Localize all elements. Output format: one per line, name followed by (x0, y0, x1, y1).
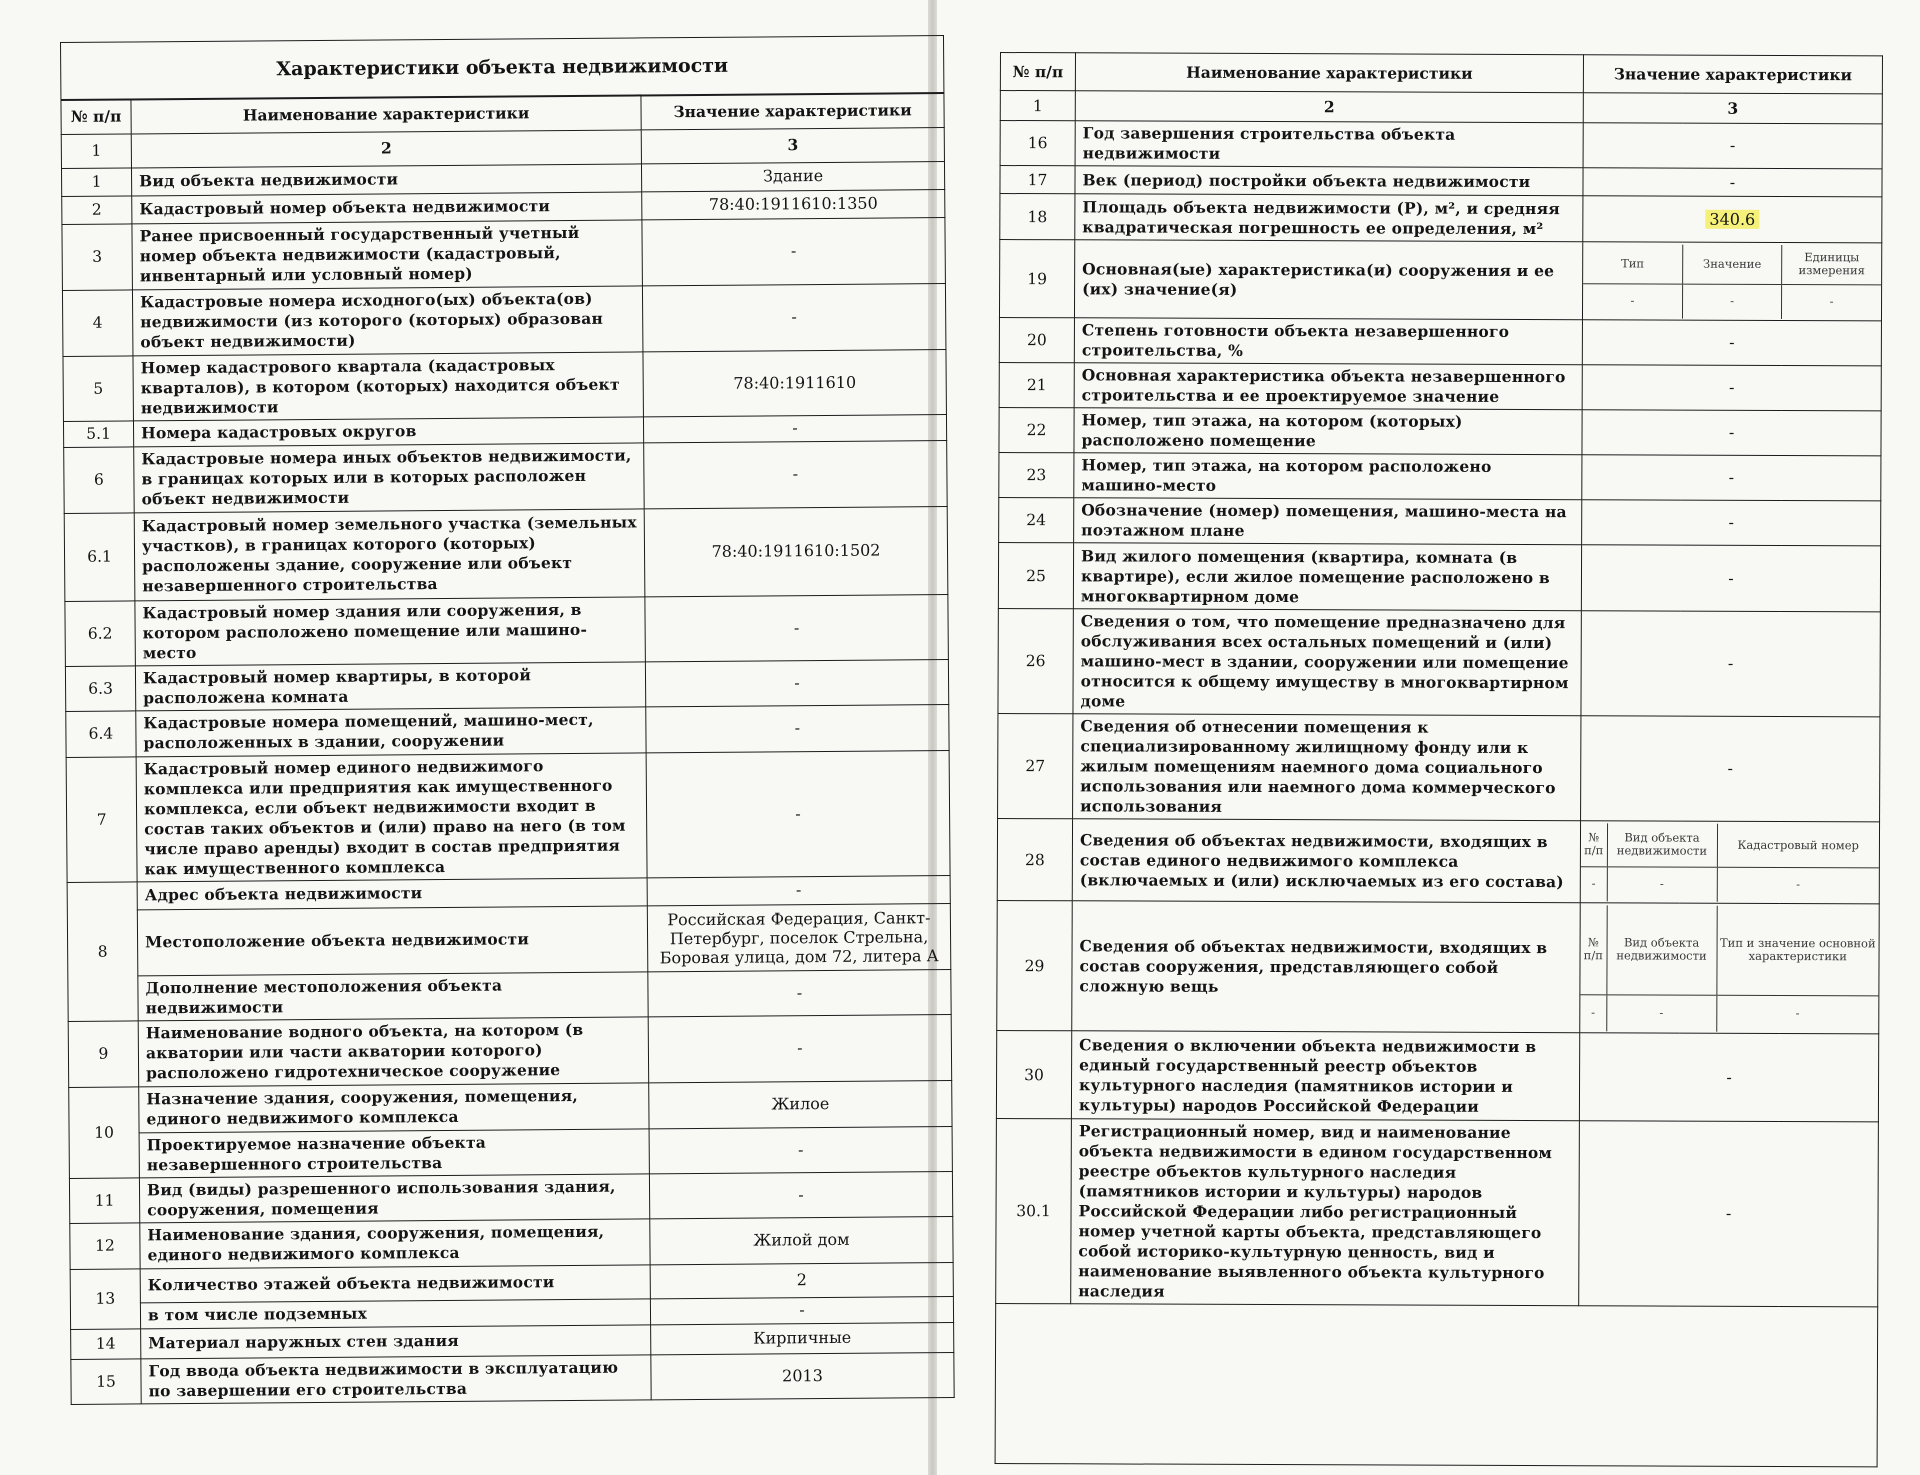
row-value: Жилой дом (650, 1216, 953, 1264)
table-row-6-2 (65, 594, 948, 666)
table-row-11 (69, 1171, 952, 1223)
row-number: 19 (999, 240, 1074, 318)
sub-header-value: Значение (1682, 244, 1781, 284)
row-number: 30.1 (996, 1118, 1072, 1303)
table-row-27 (998, 713, 1880, 821)
row-number: 6.4 (66, 710, 136, 757)
row-value: - (648, 1014, 952, 1082)
row-value: - (646, 750, 950, 877)
characteristics-table-right (995, 52, 1883, 1467)
row-value: 78:40:1911610:1502 (644, 506, 948, 596)
table-row-6 (64, 440, 948, 513)
row-value: - (1582, 500, 1881, 546)
row-name: Номер кадастрового квартала (кадастровых кварталов), в котором (которых) находится объект недвижимости (133, 351, 643, 420)
colnum-3: 3 (641, 127, 944, 163)
sub-value-type: - (1583, 284, 1682, 318)
row-value: - (643, 414, 946, 442)
row-value: - (642, 283, 946, 351)
sub-header-kind: Вид объекта недвижимости (1606, 905, 1716, 995)
col-header-name: Наименование характеристики (1075, 53, 1583, 93)
row-value: Здание (641, 161, 944, 191)
row-name: Номера кадастровых округов (133, 416, 643, 446)
row-number: 6.3 (65, 665, 135, 711)
purpose-value: Жилое (649, 1080, 952, 1128)
row-number: 6 (64, 446, 135, 513)
table-row-30-1 (996, 1118, 1879, 1306)
table-row-16 (1000, 121, 1882, 169)
row-name: Год ввода объекта недвижимости в эксплуатацию по завершении его строительства (141, 1354, 651, 1403)
col-header-number: № п/п (61, 99, 131, 134)
purpose-label: Назначение здания, сооружения, помещения, единого недвижимого комплекса (139, 1082, 649, 1132)
table-title-row (61, 36, 944, 100)
row-number: 22 (999, 407, 1074, 452)
table-row-21 (999, 362, 1881, 410)
table-row-6-1 (64, 506, 948, 601)
row-value: - (1581, 545, 1880, 612)
row-name: Кадастровые номера иных объектов недвижимости, в границах которых или в которых расположен объект недвижимости (134, 442, 645, 512)
sub-header-characteristic: Тип и значение основной характеристики (1716, 905, 1878, 996)
colnum-2: 2 (131, 129, 641, 167)
sub-value-cadastral: - (1717, 867, 1879, 902)
row-name: Наименование здания, сооружения, помещения, единого недвижимого комплекса (140, 1218, 650, 1268)
table-row-18 (1000, 194, 1882, 243)
row-value: 78:40:1911610 (643, 349, 947, 416)
row-name: Основная(ые) характеристика(и) сооружения и ее (их) значение(я) (1074, 240, 1582, 320)
empty-table-area (995, 1303, 1878, 1466)
table-row-4 (62, 283, 946, 356)
sub-table-cell (1580, 903, 1879, 1034)
col-header-value: Значение характеристики (641, 93, 944, 129)
table-row-6-4 (66, 704, 949, 757)
table-row-12 (70, 1216, 953, 1269)
table-row-8-addition (68, 969, 951, 1021)
row-number: 15 (71, 1358, 141, 1404)
row-name: Кадастровые номера помещений, машино-мест, расположенных в здании, сооружении (136, 706, 646, 756)
table-row-5 (63, 349, 946, 421)
row-number: 11 (69, 1177, 139, 1223)
table-row-28 (997, 818, 1879, 903)
row-number: 6.1 (64, 512, 135, 601)
sub-header-units: Единицы измерения (1782, 245, 1881, 285)
sub-value-number: - (1580, 995, 1606, 1031)
column-number-row (1000, 91, 1882, 124)
floors-label: Количество этажей объекта недвижимости (140, 1264, 650, 1302)
addition-value: - (648, 969, 951, 1016)
row-number: 30 (996, 1030, 1071, 1118)
row-value: - (1582, 365, 1881, 411)
area-highlight: 340.6 (1705, 209, 1759, 228)
row-value: - (1579, 1121, 1879, 1307)
row-name: Номер, тип этажа, на котором (которых) расположено помещение (1074, 408, 1582, 455)
row-value: - (1582, 320, 1881, 366)
sub-table-main-characteristics (1583, 244, 1881, 319)
floors-value: 2 (650, 1262, 953, 1298)
sub-value-kind: - (1607, 867, 1717, 901)
sub-header-number: № п/п (1584, 830, 1604, 858)
row-value: - (1583, 123, 1882, 169)
col-header-number: № п/п (1000, 53, 1075, 91)
sub-value-units: - (1782, 285, 1881, 319)
col-header-name: Наименование характеристики (131, 95, 641, 133)
underground-value: - (650, 1296, 953, 1324)
row-name: Вид (виды) разрешенного использования здания, сооружения, помещения (139, 1173, 649, 1222)
row-name: Сведения об объектах недвижимости, входящих в состав единого недвижимого комплекса (включаемых и (или) исключаемых из его состава) (1072, 819, 1580, 903)
row-name: Сведения о том, что помещение предназначено для обслуживания всех остальных помещений и (или) машино-мест в здании, сооружении или помещение относится к общему имуществу в многоквартирном доме (1073, 609, 1581, 716)
table-row-10-projected (69, 1126, 952, 1178)
row-name: Год завершения строительства объекта недвижимости (1075, 121, 1583, 168)
row-number: 8 (67, 881, 138, 1021)
row-number: 7 (66, 756, 137, 882)
row-value: - (1582, 410, 1881, 456)
table-row-19 (999, 240, 1881, 321)
row-number: 27 (998, 713, 1073, 818)
table-row-29 (997, 900, 1879, 1033)
row-number: 13 (70, 1268, 140, 1329)
row-number: 24 (999, 497, 1074, 542)
row-number: 10 (69, 1086, 140, 1178)
sub-table-cell (1582, 242, 1881, 321)
sub-value-value: - (1682, 284, 1781, 318)
row-name: Номер, тип этажа, на котором расположено машино-место (1074, 453, 1582, 500)
sub-table-cell (1580, 821, 1879, 904)
table-row-25 (998, 542, 1880, 611)
row-name: Кадастровые номера исходного(ых) объекта(ов) недвижимости (из которого (которых) образован объект недвижимости) (132, 285, 643, 355)
row-number: 18 (1000, 194, 1075, 240)
table-row-23 (999, 452, 1881, 500)
sub-header-type: Тип (1621, 256, 1645, 271)
row-name: Кадастровый номер квартиры, в которой расположена комната (135, 661, 645, 710)
col-header-value: Значение характеристики (1583, 55, 1882, 94)
row-name: Кадастровый номер единого недвижимого комплекса или предприятия как имущественного комплекса, если объект недвижимости входит в состав таких объектов и (или) право на него (в том числе право аренды) входит в состав предприятия как имущественного комплекса (136, 752, 647, 881)
address-label: Адрес объекта недвижимости (137, 877, 647, 909)
colnum-2: 2 (1075, 91, 1583, 123)
table-row-6-3 (65, 659, 948, 711)
row-number: 17 (1000, 166, 1075, 194)
row-value: Кирпичные (651, 1322, 954, 1354)
row-value: - (1583, 168, 1882, 197)
table-row-26 (998, 608, 1880, 716)
row-name: Сведения об отнесении помещения к специализированному жилищному фонду или к жилым помещениям наемного дома социального использования или наемного дома коммерческого использования (1073, 714, 1581, 821)
row-name: Вид жилого помещения (квартира, комната (в квартире), если жилое помещение расположено в многоквартирном доме (1073, 543, 1581, 611)
row-name: Степень готовности объекта незавершенного строительства, % (1074, 318, 1582, 365)
row-value (1583, 196, 1882, 243)
sub-header-kind: Вид объекта недвижимости (1607, 823, 1717, 867)
row-value: - (1581, 716, 1880, 822)
row-name: Кадастровый номер объекта недвижимости (132, 191, 642, 223)
row-number: 6.2 (65, 600, 136, 666)
table-row-30 (996, 1030, 1878, 1121)
row-name: Кадастровый номер земельного участка (земельных участков), в границах которого (которых) расположены здание, сооружение или объект незавершенного строительства (134, 508, 645, 600)
row-number: 20 (999, 317, 1074, 362)
projected-value: - (649, 1126, 952, 1173)
row-name: Площадь объекта недвижимости (Р), м², и средняя квадратическая погрешность ее определения, м² (1075, 194, 1583, 242)
table-row-3 (62, 217, 946, 290)
sub-header-cadastral: Кадастровый номер (1717, 823, 1879, 868)
row-name: Основная характеристика объекта незавершенного строительства и ее проектируемое значение (1074, 363, 1582, 410)
row-value: 2013 (651, 1352, 954, 1399)
row-value: - (644, 440, 948, 508)
row-value: - (1582, 455, 1881, 501)
table-row-9 (68, 1014, 952, 1087)
row-value: - (645, 659, 948, 706)
row-number: 23 (999, 452, 1074, 497)
row-name: Ранее присвоенный государственный учетный номер объекта недвижимости (кадастровый, инвентарный или условный номер) (132, 219, 643, 289)
row-number: 14 (71, 1328, 141, 1359)
row-name: Век (период) постройки объекта недвижимости (1075, 166, 1583, 196)
table-row-8-location (67, 903, 951, 976)
location-value: Российская Федерация, Санкт-Петербург, поселок Стрельна, Боровая улица, дом 72, литера А (647, 903, 951, 971)
characteristics-table-left (60, 35, 955, 1404)
row-name: Материал наружных стен здания (141, 1324, 651, 1358)
sub-value-characteristic: - (1716, 995, 1878, 1032)
row-name: Наименование водного объекта, на котором (в акватории или части акватории которого) расположено гидротехническое сооружение (138, 1016, 649, 1086)
colnum-3: 3 (1583, 93, 1882, 124)
row-value: - (645, 594, 949, 661)
blank-region (995, 1303, 1878, 1466)
table-row-7 (66, 750, 950, 882)
row-number: 1 (61, 167, 131, 196)
location-label: Местоположение объекта недвижимости (137, 905, 648, 975)
colnum-1: 1 (1000, 91, 1075, 121)
row-number: 29 (997, 900, 1072, 1030)
sub-table-complex-objects (1581, 823, 1879, 902)
sub-table-complex-thing (1580, 905, 1878, 1032)
row-value: - (1581, 611, 1880, 717)
table-row-10-purpose (69, 1080, 952, 1133)
page-title: Характеристики объекта недвижимости (61, 36, 944, 100)
row-number: 26 (998, 608, 1073, 713)
row-value: 78:40:1911610:1350 (642, 189, 945, 219)
row-name: Обозначение (номер) помещения, машино-места на поэтажном плане (1074, 498, 1582, 545)
sub-header-number: № п/п (1583, 935, 1603, 963)
row-number: 21 (999, 362, 1074, 407)
row-number: 5 (63, 355, 134, 421)
table-row-20 (999, 317, 1881, 365)
row-name: Сведения о включении объекта недвижимости в единый государственный реестр объектов культурного наследия (памятников истории и культуры) народов Российской Федерации (1071, 1031, 1579, 1121)
underground-label: в том числе подземных (140, 1298, 650, 1328)
projected-label: Проектируемое назначение объекта незавершенного строительства (139, 1128, 649, 1177)
row-value: - (1579, 1033, 1878, 1122)
table-row-24 (999, 497, 1881, 545)
colnum-1: 1 (61, 133, 131, 168)
row-number: 4 (62, 289, 133, 356)
row-name: Сведения об объектах недвижимости, входящих в состав сооружения, представляющего собой сложную вещь (1072, 901, 1580, 1033)
row-name: Регистрационный номер, вид и наименование объекта недвижимости в едином государственном реестре объектов культурного наследия (памятников истории и культуры) народов Российской Федерации либо регистрационный номер учетной карты объекта, представляющего собой историко-культурную ценность, вид и наименование выявленного объекта культурного наследия (1071, 1119, 1580, 1306)
address-value: - (647, 875, 950, 905)
sub-value-number: - (1581, 867, 1607, 901)
row-name: Вид объекта недвижимости (131, 163, 641, 195)
row-number: 5.1 (63, 420, 133, 447)
row-number: 3 (62, 223, 133, 290)
row-number: 16 (1000, 121, 1075, 166)
row-number: 25 (998, 542, 1073, 608)
header-row (1000, 53, 1882, 94)
table-row-22 (999, 407, 1881, 455)
table-row-17 (1000, 166, 1882, 197)
row-value: - (646, 704, 949, 752)
table-row-15 (71, 1352, 954, 1404)
row-name: Кадастровый номер здания или сооружения, в котором расположено помещение или машино-место (135, 596, 645, 665)
addition-label: Дополнение местоположения объекта недвижимости (138, 971, 648, 1020)
row-value: - (649, 1171, 952, 1218)
sub-value-kind: - (1606, 995, 1716, 1031)
row-value: - (642, 217, 946, 285)
row-number: 28 (997, 818, 1072, 900)
row-number: 2 (62, 195, 132, 224)
row-number: 9 (68, 1020, 139, 1087)
row-number: 12 (70, 1222, 140, 1269)
